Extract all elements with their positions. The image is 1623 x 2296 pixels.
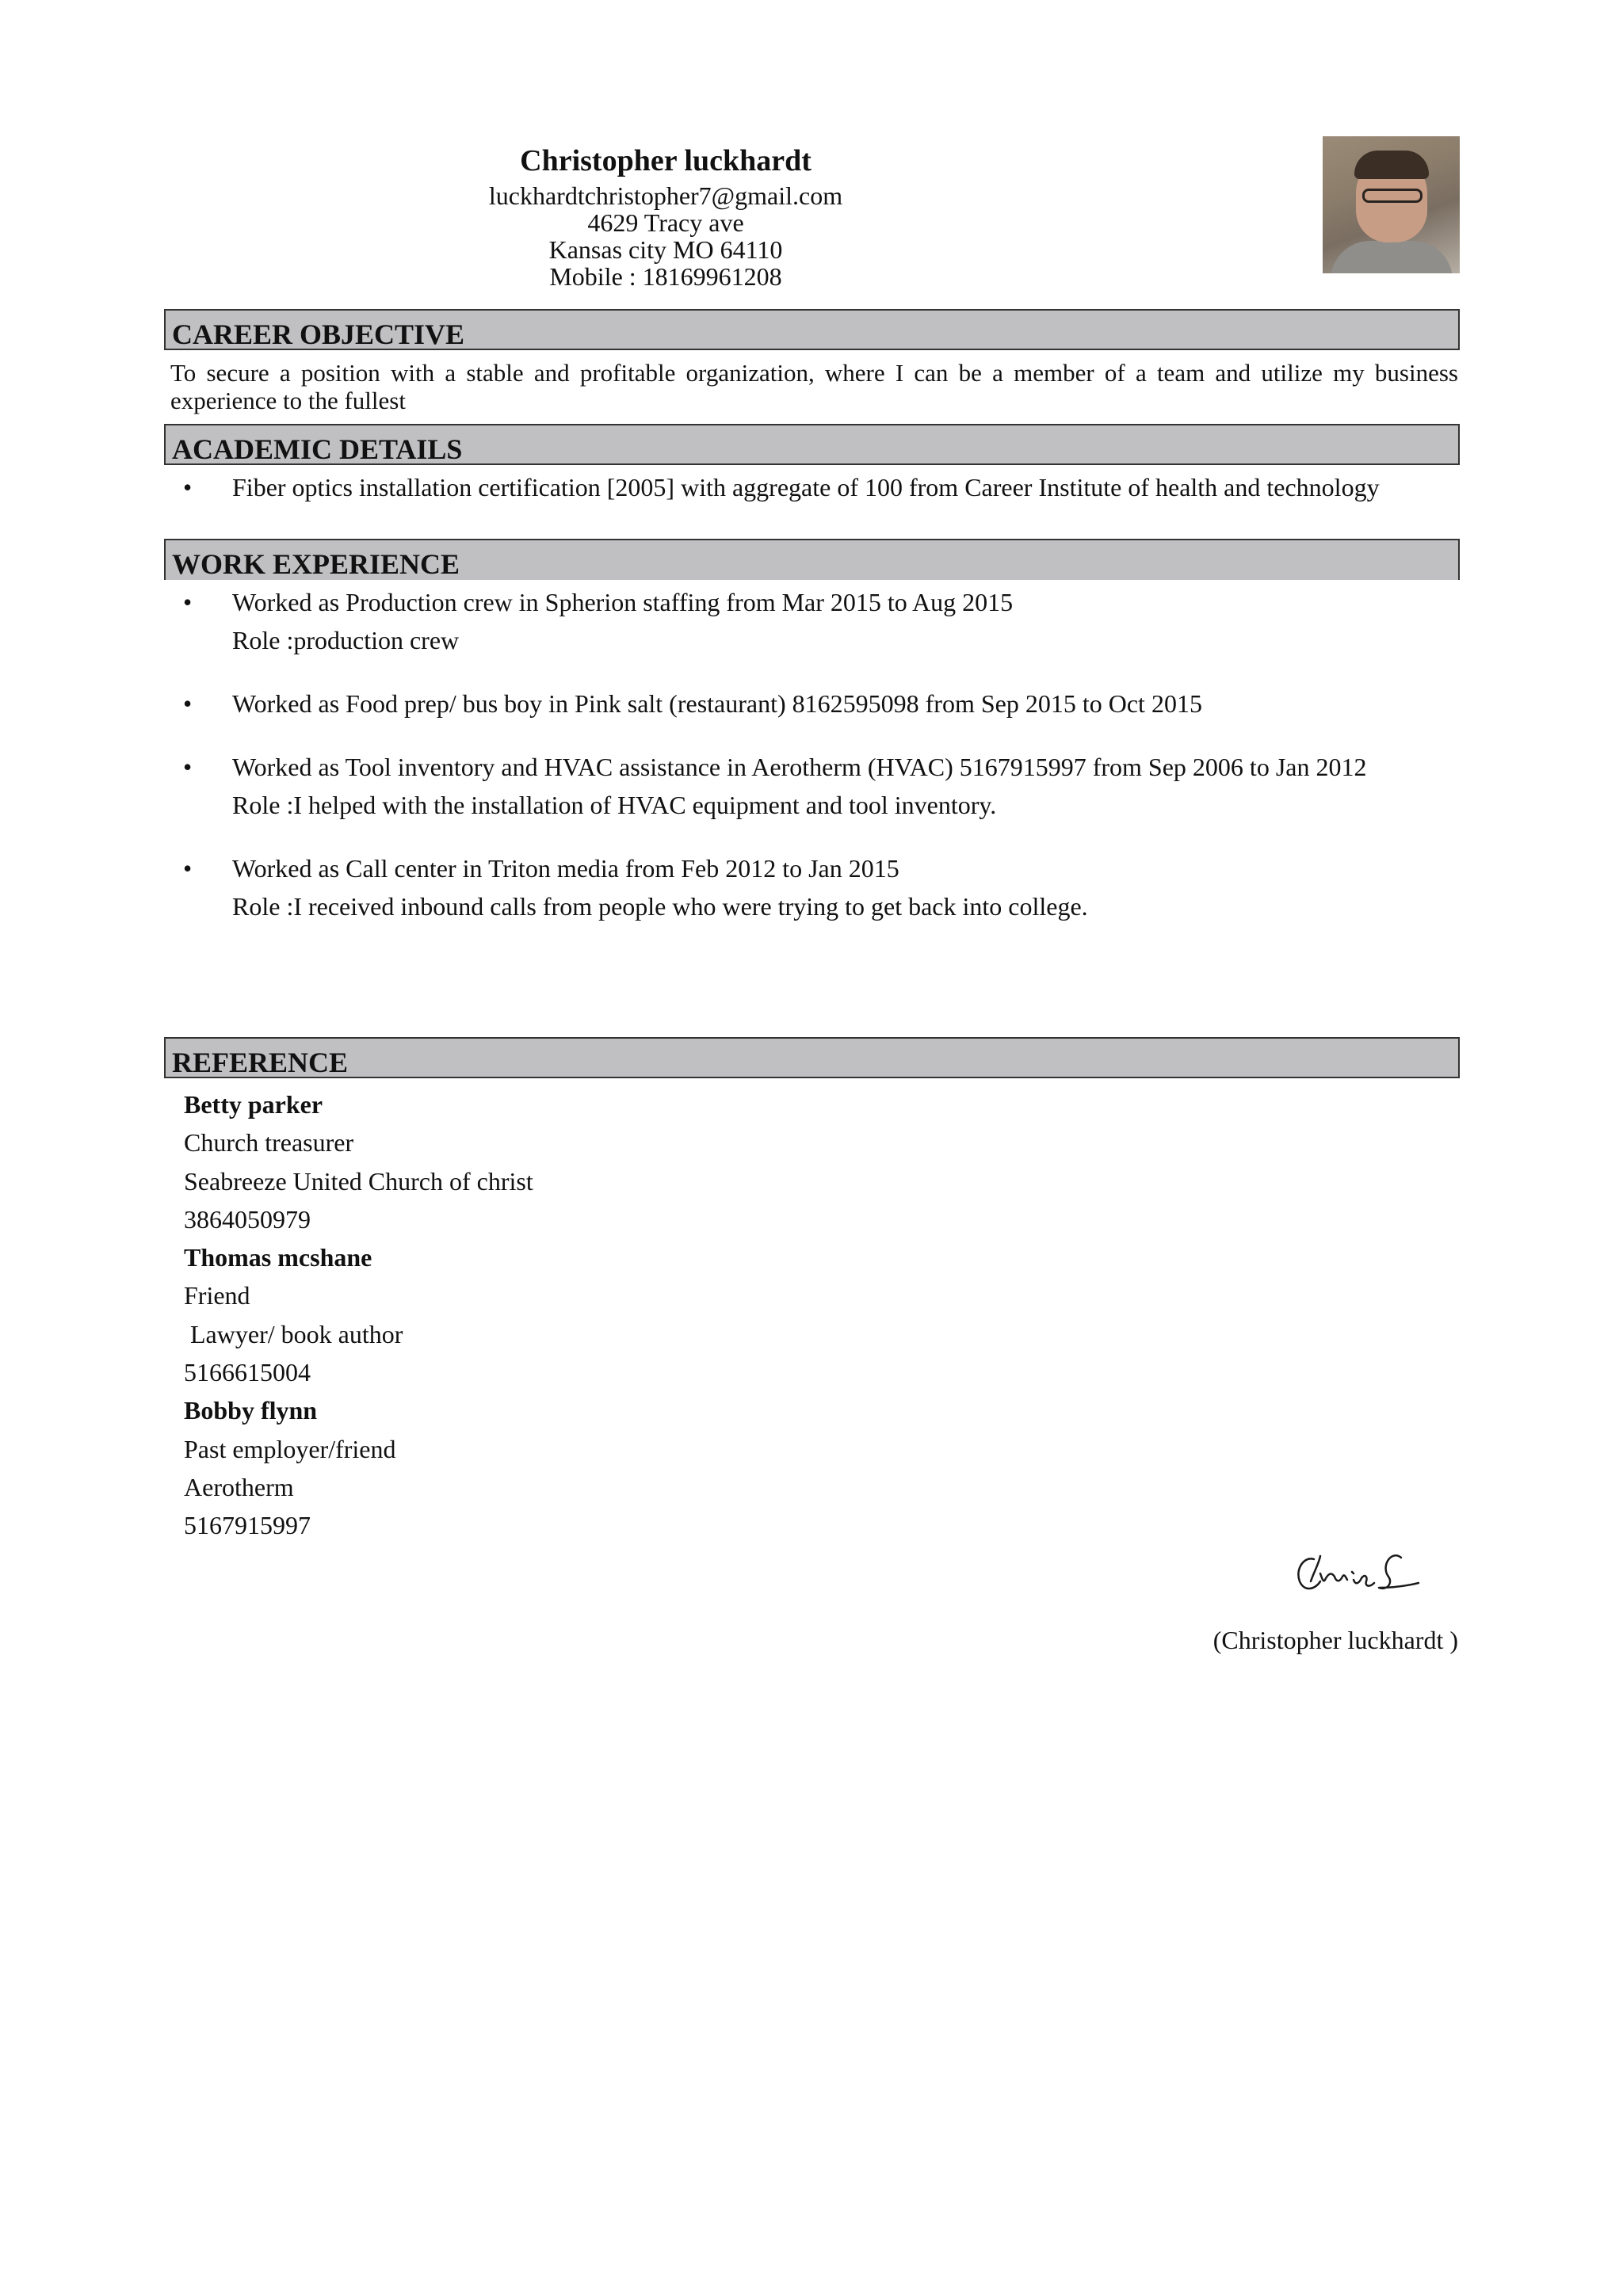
section-work-experience: WORK EXPERIENCE (164, 539, 1460, 580)
work-item-text: Worked as Call center in Triton media from Feb 2012 to Jan 2015 (232, 854, 899, 883)
bullet-icon: • (183, 854, 193, 883)
work-item-role: Role :I received inbound calls from people who were trying to get back into college. (232, 892, 1088, 921)
candidate-name: Christopher luckhardt (520, 144, 812, 177)
reference-detail: Past employer/friend (184, 1434, 396, 1463)
list-item (164, 753, 1460, 819)
bullet-icon: • (183, 689, 193, 718)
section-career-objective: CAREER OBJECTIVE (164, 309, 1460, 350)
email-text: luckhardtchristopher7@gmail.com (488, 181, 843, 210)
signature-printed-name: (Christopher luckhardt ) (1212, 1626, 1458, 1654)
list-item (164, 589, 1460, 654)
reference-detail: 5167915997 (184, 1511, 311, 1540)
list-item (164, 474, 1460, 501)
reference-name: Bobby flynn (184, 1396, 318, 1425)
work-item-role: Role :I helped with the installation of HVAC equipment and tool inventory. (232, 791, 997, 819)
reference-name: Betty parker (184, 1090, 323, 1119)
work-list (164, 589, 1460, 921)
work-item-text: Worked as Production crew in Spherion staffing from Mar 2015 to Aug 2015 (232, 588, 1014, 616)
section-academic-details: ACADEMIC DETAILS (164, 424, 1460, 465)
reference-detail: Seabreeze United Church of christ (184, 1166, 533, 1196)
bullet-icon: • (183, 588, 193, 616)
reference-detail: Friend (184, 1281, 250, 1310)
address-line-1: 4629 Tracy ave (587, 208, 744, 237)
resume-header (428, 141, 903, 290)
address-line-2: Kansas city MO 64110 (548, 235, 783, 264)
career-objective-text: To secure a position with a stable and profitable organization, where I can be a member of a team and utilize my business experience to the fullest (170, 359, 1458, 414)
work-item-text: Worked as Tool inventory and HVAC assistance in Aerotherm (HVAC) 5167915997 from Sep 2006 to Jan 2012 (232, 753, 1367, 781)
reference-list (184, 1085, 533, 1545)
mobile-text: Mobile : 18169961208 (549, 262, 782, 291)
reference-detail: 5166615004 (184, 1358, 311, 1387)
bullet-icon: • (183, 753, 193, 781)
academic-item-text: Fiber optics installation certification [2005] with aggregate of 100 from Career Institute of health and technology (232, 473, 1380, 502)
work-item-role: Role :production crew (232, 626, 460, 654)
bullet-icon: • (183, 473, 193, 502)
list-item (164, 690, 1460, 718)
profile-photo (1323, 136, 1460, 273)
reference-detail: Aerotherm (184, 1472, 294, 1501)
list-item (164, 855, 1460, 921)
reference-name: Thomas mcshane (184, 1243, 372, 1272)
reference-detail: 3864050979 (184, 1204, 311, 1234)
section-reference: REFERENCE (164, 1037, 1460, 1078)
work-item-text: Worked as Food prep/ bus boy in Pink salt (restaurant) 8162595098 from Sep 2015 to Oct 2015 (232, 689, 1202, 718)
reference-detail: Lawyer/ book author (184, 1319, 403, 1348)
academic-list (164, 474, 1460, 501)
signature-image (1292, 1542, 1434, 1605)
reference-detail: Church treasurer (184, 1128, 354, 1158)
